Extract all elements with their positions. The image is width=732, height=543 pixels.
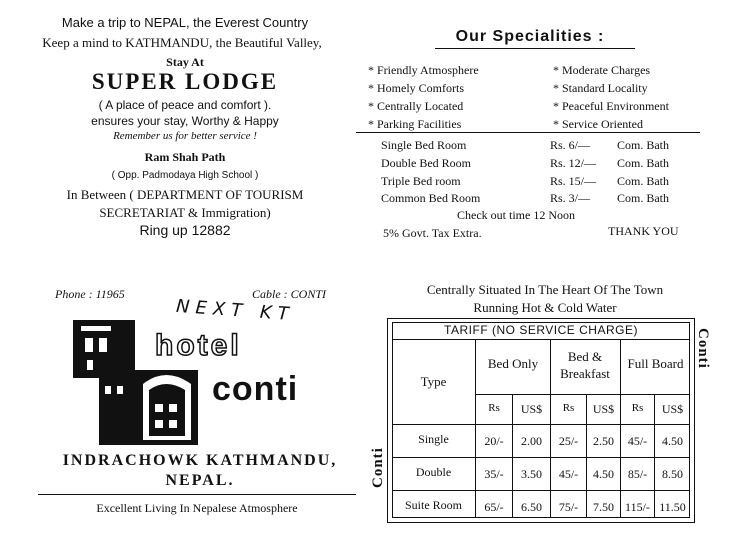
room-bath: Com. Bath [617, 174, 670, 188]
cell-value: 11.50 [659, 500, 686, 514]
row-type: Double [415, 465, 452, 479]
lodge-tagline: ( A place of peace and comfort ). [98, 98, 272, 112]
speciality-right: * Peaceful Environment [553, 99, 669, 113]
handwritten-note: NEXT KT [175, 295, 296, 326]
room-rate: Rs. 6/— [550, 138, 591, 152]
conti-address: INDRACHOWK KATHMANDU, [62, 452, 338, 469]
side-label-right: Conti [695, 328, 711, 369]
room-type: Single Bed Room [381, 138, 467, 152]
room-bath: Com. Bath [617, 191, 670, 205]
slogan-rule [38, 494, 356, 495]
cell-value: 45/- [558, 467, 579, 481]
room-type: Common Bed Room [381, 191, 481, 205]
conti-phone: Phone : 11965 [55, 287, 125, 301]
tariff-heading-1: Centrally Situated In The Heart Of The Town [426, 282, 664, 297]
side-label-left: Conti [370, 447, 386, 488]
conti-country: NEPAL. [165, 472, 235, 489]
tax-note: 5% Govt. Tax Extra. [383, 226, 482, 240]
conti-slogan: Excellent Living In Nepalese Atmosphere [96, 501, 298, 515]
lodge-name: SUPER LODGE [91, 69, 279, 94]
title-underline [435, 48, 635, 49]
col-bed-only: Bed Only [487, 356, 539, 371]
currency-rs: Rs [562, 402, 575, 414]
room-rate: Rs. 12/— [550, 156, 597, 170]
room-type: Triple Bed room [381, 174, 461, 188]
cell-value: 4.50 [593, 467, 614, 481]
stay-at: Stay At [166, 55, 204, 69]
valley-line: Keep a mind to KATHMANDU, the Beautiful Valley, [42, 35, 322, 50]
speciality-left: * Homely Comforts [368, 81, 464, 95]
logo-word-conti: conti [212, 370, 299, 408]
cell-value: 6.50 [521, 500, 542, 514]
currency-usd: US$ [661, 402, 684, 416]
col-full-board: Full Board [627, 356, 684, 371]
between-line: In Between ( DEPARTMENT OF TOURISM [66, 187, 304, 202]
conti-cable: Cable : CONTI [252, 287, 327, 301]
row-type: Single [418, 432, 449, 446]
cell-value: 25/- [558, 434, 579, 448]
speciality-left: * Parking Facilities [368, 117, 462, 131]
type-header: Type [420, 374, 447, 389]
cell-value: 20/- [484, 434, 504, 448]
checkout-time: Check out time 12 Noon [457, 208, 575, 222]
cell-value: 35/- [484, 467, 504, 481]
cell-value: 85/- [627, 467, 648, 481]
room-rate: Rs. 3/— [550, 191, 591, 205]
trip-line: Make a trip to NEPAL, the Everest Country [61, 15, 309, 30]
room-type: Double Bed Room [381, 156, 471, 170]
cell-value: 65/- [484, 500, 504, 514]
street-name: Ram Shah Path [144, 150, 226, 164]
currency-rs: Rs [631, 402, 644, 414]
specialities-divider [356, 132, 700, 133]
speciality-right: * Standard Locality [553, 81, 648, 95]
speciality-right: * Moderate Charges [553, 63, 651, 77]
tariff-title: TARIFF (NO SERVICE CHARGE) [444, 323, 638, 337]
col-bed-breakfast: Bed & Breakfast [560, 349, 610, 381]
speciality-right: * Service Oriented [553, 117, 643, 131]
logo-word-hotel: hotel [155, 329, 242, 362]
secretariat-line: SECRETARIAT & Immigration) [99, 205, 271, 220]
currency-rs: Rs [488, 402, 500, 414]
ensures-line: ensures your stay, Worthy & Happy [91, 114, 279, 128]
speciality-left: * Friendly Atmosphere [368, 63, 479, 77]
cell-value: 2.50 [593, 434, 614, 448]
room-bath: Com. Bath [617, 156, 670, 170]
speciality-left: * Centrally Located [368, 99, 464, 113]
room-rate: Rs. 15/— [550, 174, 597, 188]
remember-line: Remember us for better service ! [113, 130, 257, 142]
cell-value: 7.50 [593, 500, 614, 514]
opp-school: ( Opp. Padmodaya High School ) [111, 170, 259, 181]
currency-usd: US$ [520, 402, 543, 416]
room-bath: Com. Bath [617, 138, 670, 152]
cell-value: 75/- [558, 500, 579, 514]
currency-usd: US$ [592, 402, 615, 416]
phone-line: Ring up 12882 [139, 222, 231, 238]
cell-value: 45/- [627, 434, 648, 448]
row-type: Suite Room [404, 498, 462, 512]
cell-value: 2.00 [521, 434, 542, 448]
cell-value: 3.50 [521, 467, 542, 481]
cell-value: 8.50 [662, 467, 683, 481]
cell-value: 4.50 [662, 434, 683, 448]
thank-you: THANK YOU [608, 224, 679, 238]
specialities-title: Our Specialities : [455, 28, 605, 45]
tariff-heading-2: Running Hot & Cold Water [473, 300, 617, 315]
cell-value: 115/- [625, 500, 650, 514]
